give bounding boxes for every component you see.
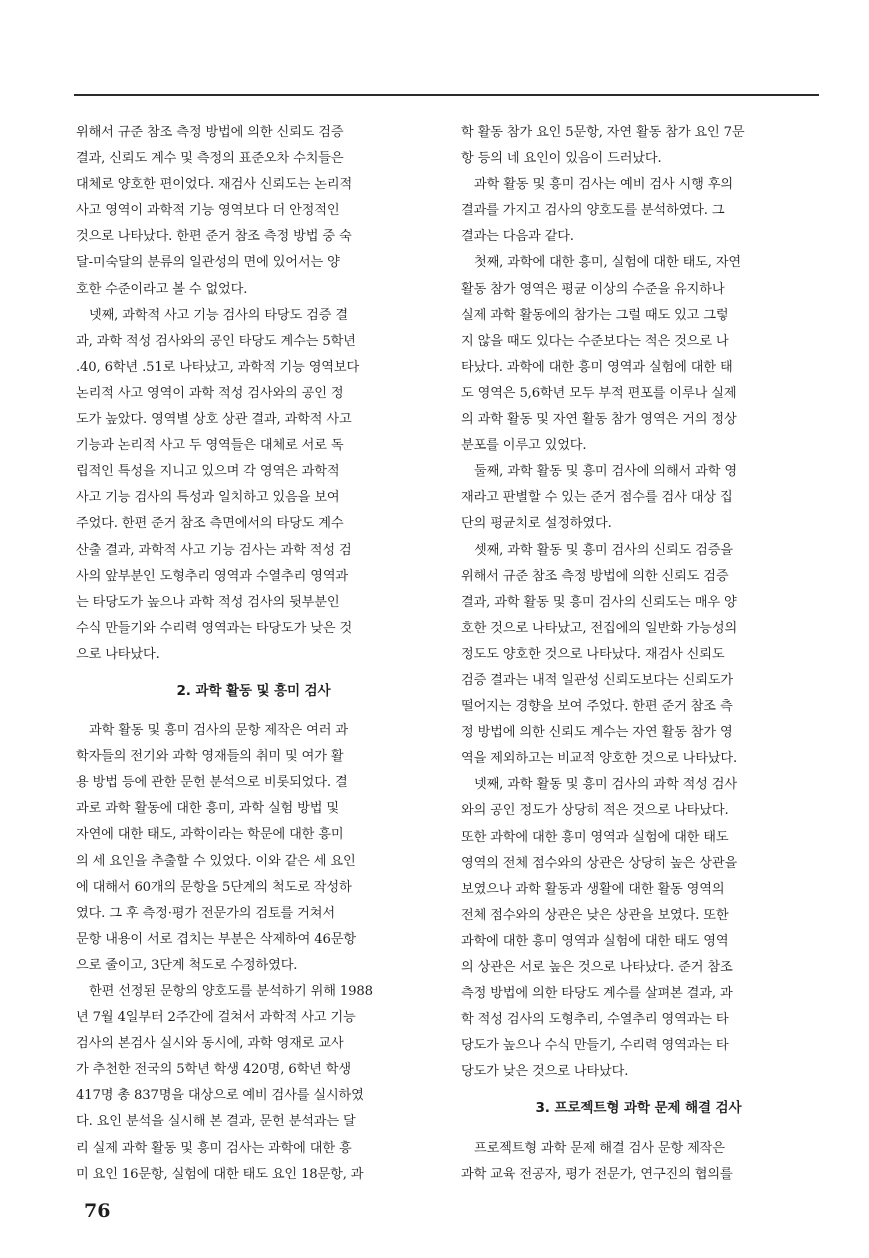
paragraph-first-line: 셋째, 과학 활동 및 흥미 검사의 신뢰도 검증을 (474, 542, 733, 558)
text-line: 결과, 신뢰도 계수 및 측정의 표준오차 수치들은 (76, 151, 344, 167)
paragraph-first-line: 넷째, 과학 활동 및 흥미 검사의 과학 적성 검사 (474, 777, 737, 793)
text-line: 결과, 과학 활동 및 흥미 검사의 신뢰도는 매우 양 (461, 594, 737, 610)
text-line: 에 대해서 60개의 문항을 5단계의 척도로 작성하 (76, 879, 352, 895)
paragraph-first-line: 한편 선정된 문항의 양호도를 분석하기 위해 1988 (89, 984, 373, 999)
text-line: 재라고 판별할 수 있는 준거 점수를 검사 대상 집 (461, 490, 733, 506)
text-line: 과학 교육 전공자, 평가 전문가, 연구진의 협의를 (461, 1166, 733, 1182)
text-line: 결과는 다음과 같다. (461, 229, 574, 245)
text-line: 문항 내용이 서로 겹치는 부분은 삭제하여 46문항 (76, 931, 356, 947)
text-line: 위해서 규준 참조 측정 방법에 의한 신뢰도 검증 (461, 568, 729, 584)
text-line: 였다. 그 후 측정·평가 전문가의 검토를 거쳐서 (76, 905, 335, 921)
text-line: 사의 앞부분인 도형추리 영역과 수열추리 영역과 (76, 568, 348, 584)
text-line: 주었다. 한편 준거 참조 측면에서의 타당도 계수 (76, 516, 344, 532)
text-line: 보였으나 과학 활동과 생활에 대한 활동 영역의 (461, 881, 725, 897)
paragraph-first-line: 프로젝트형 과학 문제 해결 검사 문항 제작은 (474, 1140, 725, 1156)
text-line: 과로 과학 활동에 대한 흥미, 과학 실험 방법 및 (76, 801, 339, 817)
text-line: 년 7월 4일부터 2주간에 걸쳐서 과학적 사고 기능 (76, 1010, 356, 1026)
text-line: 것으로 나타났다. 한편 준거 참조 측정 방법 중 숙 (76, 229, 352, 245)
text-line: 단의 평균치로 설정하였다. (461, 516, 612, 532)
text-line: 또한 과학에 대한 흥미 영역과 실험에 대한 태도 (461, 829, 729, 845)
text-line: 도 영역은 5,6학년 모두 부적 편포를 이루나 실제 (461, 385, 737, 401)
header-rule (74, 94, 819, 96)
text-line: 사고 기능 검사의 특성과 일치하고 있음을 보여 (76, 490, 340, 506)
text-line: 정 방법에 의한 신뢰도 계수는 자연 활동 참가 영 (461, 725, 733, 741)
text-line: 학자들의 전기와 과학 영재들의 취미 및 여가 활 (76, 749, 344, 765)
text-line: 호한 수준이라고 볼 수 없었다. (76, 281, 248, 297)
text-line: 달-미숙달의 분류의 일관성의 면에 있어서는 양 (76, 255, 340, 271)
text-line: .40, 6학년 .51로 나타났고, 과학적 기능 영역보다 (76, 359, 360, 375)
right-column (461, 120, 816, 1188)
text-line: 당도가 높으나 수식 만들기, 수리력 영역과는 타 (461, 1038, 729, 1054)
text-line: 결과를 가지고 검사의 양호도를 분석하였다. 그 (461, 203, 725, 219)
text-line: 417명 총 837명을 대상으로 예비 검사를 실시하였 (76, 1088, 364, 1104)
text-line: 학 활동 참가 요인 5문항, 자연 활동 참가 요인 7문 (461, 125, 745, 140)
text-line: 수식 만들기와 수리력 영역과는 타당도가 낮은 것 (76, 620, 353, 636)
text-line: 대체로 양호한 편이었다. 재검사 신뢰도는 논리적 (76, 177, 353, 193)
section-heading: 2. 과학 활동 및 흥미 검사 (176, 682, 331, 699)
text-line: 학 적성 검사의 도형추리, 수열추리 영역과는 타 (461, 1012, 729, 1028)
text-line: 영역의 전체 점수와의 상관은 상당히 높은 상관을 (461, 855, 738, 871)
text-line: 실제 과학 활동에의 참가는 그럴 때도 있고 그렇 (461, 307, 729, 323)
text-line: 호한 것으로 나타났고, 전집에의 일반화 가능성의 (461, 620, 738, 636)
text-line: 활동 참가 영역은 평균 이상의 수준을 유지하나 (461, 281, 725, 297)
text-line: 타났다. 과학에 대한 흥미 영역과 실험에 대한 태 (461, 359, 733, 375)
text-line: 떨어지는 경향을 보여 주었다. 한편 준거 참조 측 (461, 699, 733, 715)
text-line: 자연에 대한 태도, 과학이라는 학문에 대한 흥미 (76, 827, 344, 843)
text-line: 당도가 낮은 것으로 나타났다. (461, 1064, 629, 1080)
text-line: 전체 점수와의 상관은 낮은 상관을 보였다. 또한 (461, 907, 729, 923)
text-line: 다. 요인 분석을 실시해 본 결과, 문헌 분석과는 달 (76, 1114, 356, 1130)
text-line: 과학에 대한 흥미 영역과 실험에 대한 태도 영역 (461, 933, 729, 949)
section-heading: 3. 프로젝트형 과학 문제 해결 검사 (535, 1100, 742, 1117)
text-line: 으로 줄이고, 3단계 척도로 수정하였다. (76, 957, 298, 973)
paragraph-first-line: 과학 활동 및 흥미 검사는 예비 검사 시행 후의 (474, 177, 733, 193)
text-line: 립적인 특성을 지니고 있으며 각 영역은 과학적 (76, 464, 340, 480)
text-line: 가 추천한 전국의 5학년 학생 420명, 6학년 학생 (76, 1062, 351, 1078)
text-line: 검증 결과는 내적 일관성 신뢰도보다는 신뢰도가 (461, 672, 733, 688)
text-line: 역을 제외하고는 비교적 양호한 것으로 나타났다. (461, 751, 738, 767)
text-line: 의 과학 활동 및 자연 활동 참가 영역은 거의 정상 (461, 412, 737, 428)
text-line: 기능과 논리적 사고 두 영역들은 대체로 서로 독 (76, 438, 344, 454)
text-line: 과, 과학 적성 검사와의 공인 타당도 계수는 5학년 (76, 333, 356, 349)
page-number: 76 (84, 1200, 111, 1222)
text-line: 도가 높았다. 영역별 상호 상관 결과, 과학적 사고 (76, 412, 352, 428)
text-line: 위해서 규준 참조 측정 방법에 의한 신뢰도 검증 (76, 125, 344, 140)
text-line: 의 세 요인을 추출할 수 있었다. 이와 같은 세 요인 (76, 853, 356, 869)
text-line: 항 등의 네 요인이 있음이 드러났다. (461, 151, 662, 167)
text-line: 지 않을 때도 있다는 수준보다는 적은 것으로 나 (461, 333, 729, 349)
text-line: 의 상관은 서로 높은 것으로 나타났다. 준거 참조 (461, 960, 733, 975)
text-line: 분포를 이루고 있었다. (461, 438, 587, 454)
text-line: 리 실제 과학 활동 및 흥미 검사는 과학에 대한 흥 (76, 1140, 352, 1156)
text-line: 논리적 사고 영역이 과학 적성 검사와의 공인 정 (76, 385, 344, 401)
text-line: 측정 방법에 의한 타당도 계수를 살펴본 결과, 과 (461, 986, 733, 1002)
paragraph-first-line: 과학 활동 및 흥미 검사의 문항 제작은 여러 과 (89, 723, 348, 739)
text-line: 용 방법 등에 관한 문헌 분석으로 비롯되었다. 결 (76, 775, 348, 791)
left-column (76, 120, 431, 1188)
text-line: 정도도 양호한 것으로 나타났다. 재검사 신뢰도 (461, 646, 725, 662)
text-line: 는 타당도가 높으나 과학 적성 검사의 뒷부분인 (76, 594, 340, 610)
text-line: 와의 공인 정도가 상당히 적은 것으로 나타났다. (461, 803, 729, 819)
text-line: 산출 결과, 과학적 사고 기능 검사는 과학 적성 검 (76, 542, 352, 558)
text-line: 으로 나타났다. (76, 646, 160, 662)
text-line: 미 요인 16문항, 실험에 대한 태도 요인 18문항, 과 (76, 1166, 364, 1182)
paragraph-first-line: 넷째, 과학적 사고 기능 검사의 타당도 검증 결 (89, 307, 348, 323)
paragraph-first-line: 첫째, 과학에 대한 흥미, 실험에 대한 태도, 자연 (474, 255, 742, 271)
text-line: 사고 영역이 과학적 기능 영역보다 더 안정적인 (76, 203, 340, 219)
text-line: 검사의 본검사 실시와 동시에, 과학 영재로 교사 (76, 1036, 344, 1052)
paragraph-first-line: 둘째, 과학 활동 및 흥미 검사에 의해서 과학 영 (474, 464, 737, 480)
